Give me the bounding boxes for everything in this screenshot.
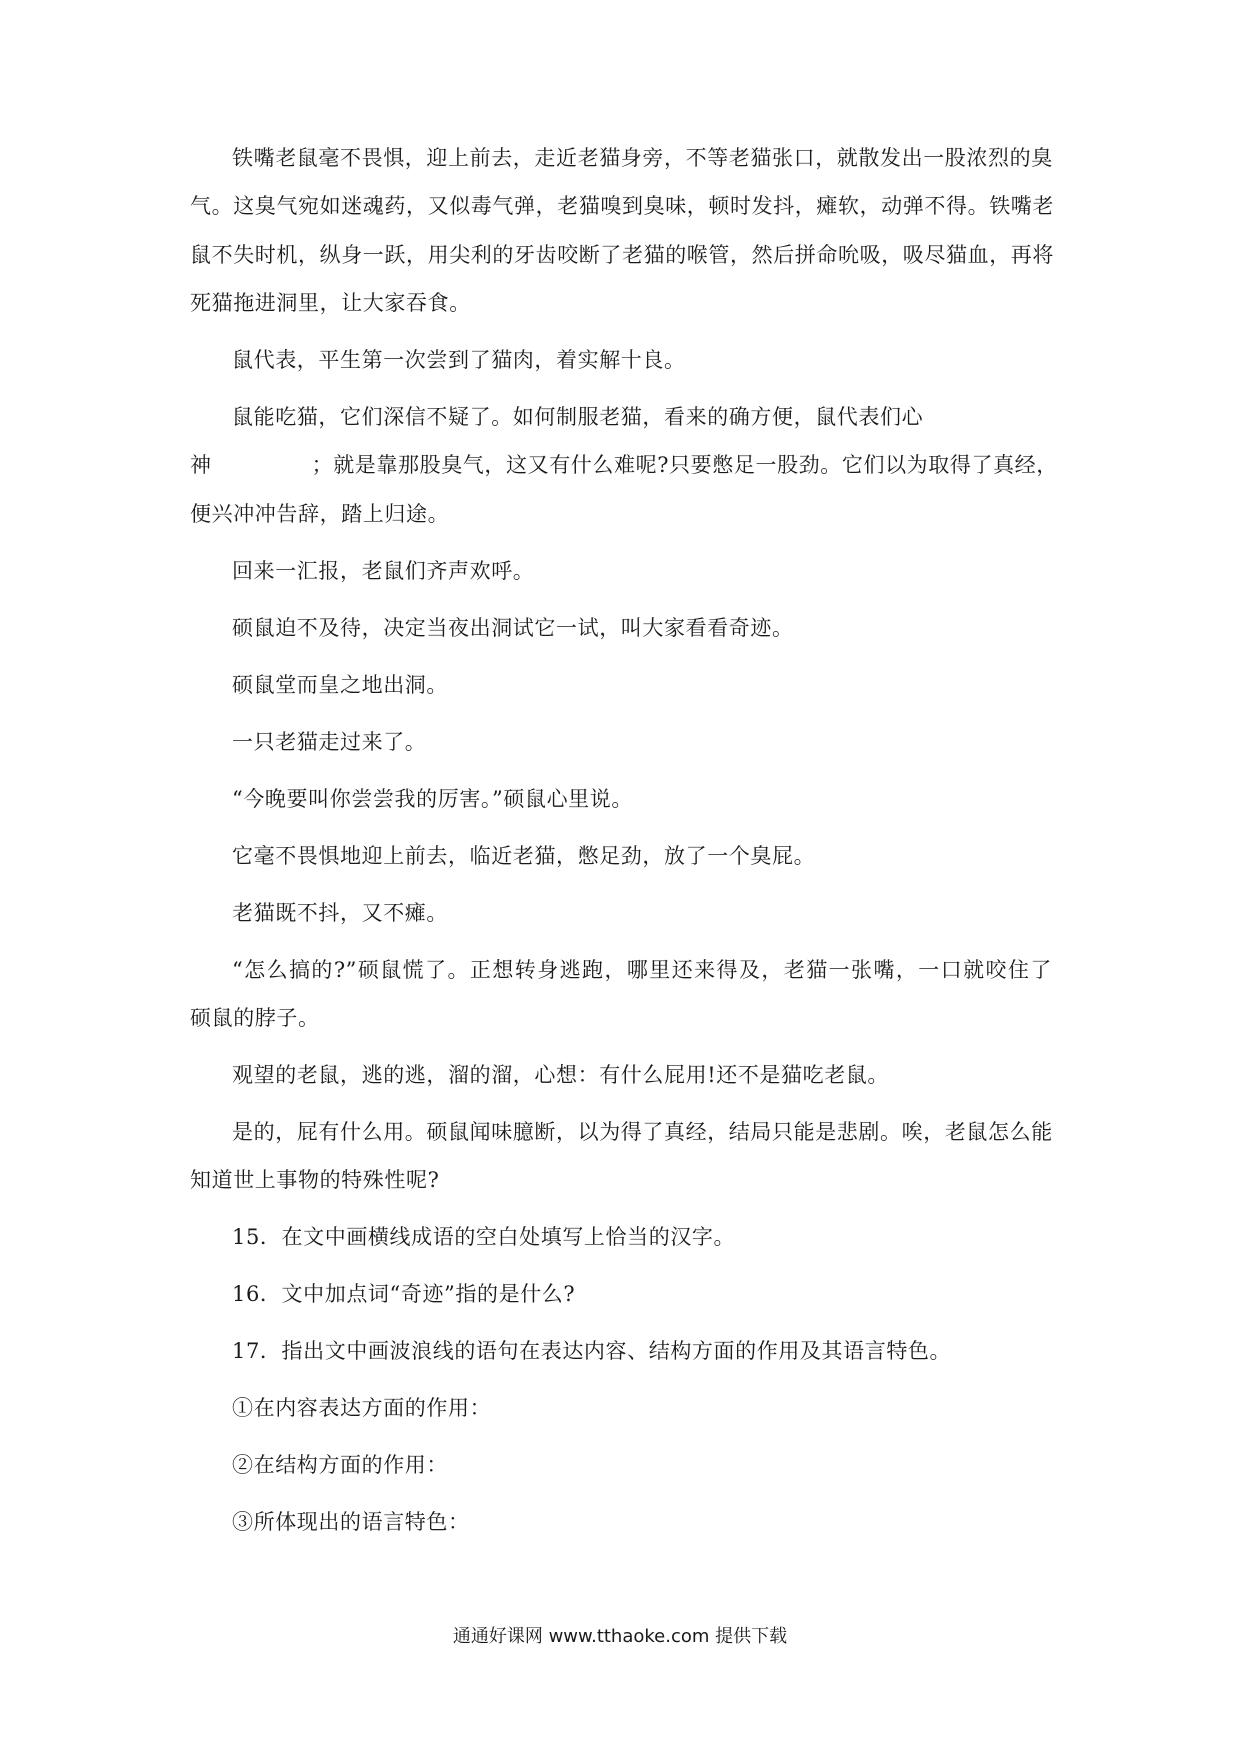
paragraph-line: 硕鼠的脖子。 — [190, 1006, 320, 1030]
text-fragment: 神 — [190, 453, 212, 477]
paragraph: 鼠代表，平生第一次尝到了猫肉，着实解十良。 — [232, 348, 686, 372]
paragraph-line: 是的，屁有什么用。硕鼠闻味臆断，以为得了真经，结局只能是悲剧。唉，老鼠怎么能 — [232, 1120, 1053, 1144]
paragraph-line: 气。这臭气宛如迷魂药，又似毒气弹，老猫嗅到臭味，顿时发抖，瘫软，动弹不得。铁嘴老 — [190, 194, 1054, 218]
paragraph: 观望的老鼠，逃的逃，溜的溜，心想：有什么屁用!还不是猫吃老鼠。 — [232, 1063, 890, 1087]
paragraph: 一只老猫走过来了。 — [232, 730, 427, 754]
paragraph-line: 铁嘴老鼠毫不畏惧，迎上前去，走近老猫身旁，不等老猫张口，就散发出一股浓烈的臭 — [232, 146, 1053, 170]
answer-prompt-content: ①在内容表达方面的作用： — [232, 1396, 492, 1420]
paragraph: 硕鼠迫不及待，决定当夜出洞试它一试，叫大家看看奇迹。 — [232, 616, 794, 640]
paragraph-line: 死猫拖进洞里，让大家吞食。 — [190, 291, 471, 315]
page-footer: 通通好课网 www.tthaoke.com 提供下载 — [452, 1626, 788, 1647]
paragraph: 老猫既不抖，又不瘫。 — [232, 901, 448, 925]
answer-prompt-structure: ②在结构方面的作用： — [232, 1453, 448, 1477]
paragraph-line: 知道世上事物的特殊性呢? — [190, 1168, 440, 1192]
question-15: 15．在文中画横线成语的空白处填写上恰当的汉字。 — [232, 1225, 736, 1249]
answer-prompt-language: ③所体现出的语言特色： — [232, 1510, 470, 1534]
paragraph-line: 鼠能吃猫，它们深信不疑了。如何制服老猫，看来的确方便，鼠代表们心 — [232, 405, 924, 429]
paragraph-line: “怎么搞的?”硕鼠慌了。正想转身逃跑，哪里还来得及，老猫一张嘴，一口就咬住了 — [232, 958, 1052, 982]
paragraph-line — [190, 450, 1058, 480]
paragraph: 回来一汇报，老鼠们齐声欢呼。 — [232, 559, 535, 583]
text-fragment: ；就是靠那股臭气，这又有什么难呢?只要憋足一股劲。它们以为取得了真经， — [311, 453, 1058, 477]
question-16: 16．文中加点词“奇迹”指的是什么? — [232, 1282, 576, 1306]
paragraph: 它毫不畏惧地迎上前去，临近老猫，憋足劲，放了一个臭屁。 — [232, 844, 816, 868]
paragraph-line: 鼠不失时机，纵身一跃，用尖利的牙齿咬断了老猫的喉管，然后拼命吮吸，吸尽猫血，再将 — [190, 243, 1054, 267]
paragraph: “今晚要叫你尝尝我的厉害。”硕鼠心里说。 — [232, 787, 633, 811]
question-17: 17．指出文中画波浪线的语句在表达内容、结构方面的作用及其语言特色。 — [232, 1339, 952, 1363]
paragraph-line: 便兴冲冲告辞，踏上归途。 — [190, 502, 450, 526]
paragraph: 硕鼠堂而皇之地出洞。 — [232, 673, 448, 697]
